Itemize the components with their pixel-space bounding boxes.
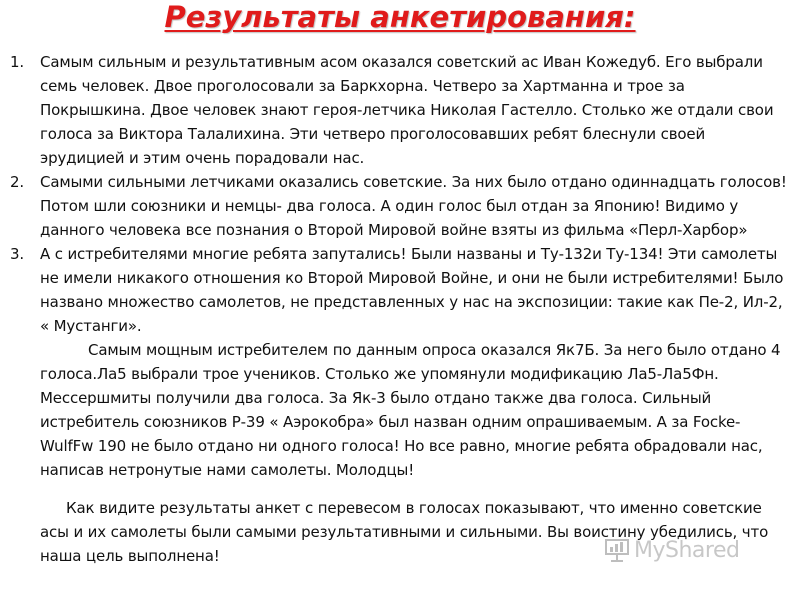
conclusion-paragraph: Как видите результаты анкет с перевесом в голосах показывают, что именно советские асы и их самолеты были самыми результативными и сильными. Вы воистину убедились, что наша цель выполнена! bbox=[40, 499, 769, 565]
list-item-text: А с истребителями многие ребята запутались! Были названы и Ту-132и Ту-134! Эти самолеты не имели никакого отношения ко Второй Мировой Войне, и они не были истребителями! Было названо множество самолетов, не представленных у нас на экспозиции: такие как Пе-2, Ил-2, « Мустанги». bbox=[40, 245, 784, 335]
fighter-results-paragraph: Самым мощным истребителем по данным опроса оказался Як7Б. За него было отдано 4 голоса.Ла5 выбрали трое учеников. Столько же упомянули модификацию Ла5-Ла5Фн. Мессершмиты получили два голоса. За Як-3 было отдано также два голоса. Сильный истребитель союзников Р-39 « Аэрокобра» был назван одним опрашиваемым. А за Focke-WulfFw 190 не было отдано ни одного голоса! Но все равно, многие ребята обрадовали нас, написав нетронутые нами самолеты. Молодцы! bbox=[40, 341, 781, 479]
list-item-number: 1. bbox=[10, 53, 25, 71]
slide-title: Результаты анкетирования: bbox=[164, 0, 636, 34]
presentation-board-icon bbox=[604, 537, 630, 563]
list-item bbox=[10, 242, 790, 338]
watermark bbox=[604, 537, 739, 563]
list-item bbox=[10, 170, 790, 242]
slide-content bbox=[10, 50, 790, 568]
watermark-text: MyShared bbox=[634, 537, 740, 563]
list-item-number: 2. bbox=[10, 173, 25, 191]
list-item-text: Самым сильным и результативным асом оказался советский ас Иван Кожедуб. Его выбрали семь человек. Двое проголосовали за Баркхорна. Четверо за Хартманна и трое за Покрышкина. Двое человек знают героя-летчика Николая Гастелло. Столько же отдали свои голоса за Виктора Талалихина. Эти четверо проголосовавших ребят блеснули своей эрудицией и этим очень порадовали нас. bbox=[40, 53, 774, 167]
list-item bbox=[10, 50, 790, 170]
list-item-number: 3. bbox=[10, 245, 25, 263]
list-item-text: Самыми сильными летчиками оказались советские. За них было отдано одиннадцать голосов! Потом шли союзники и немцы- два голоса. А один голос был отдан за Японию! Видимо у данного человека все познания о Второй Мировой войне взяты из фильма «Перл-Харбор» bbox=[40, 173, 787, 239]
